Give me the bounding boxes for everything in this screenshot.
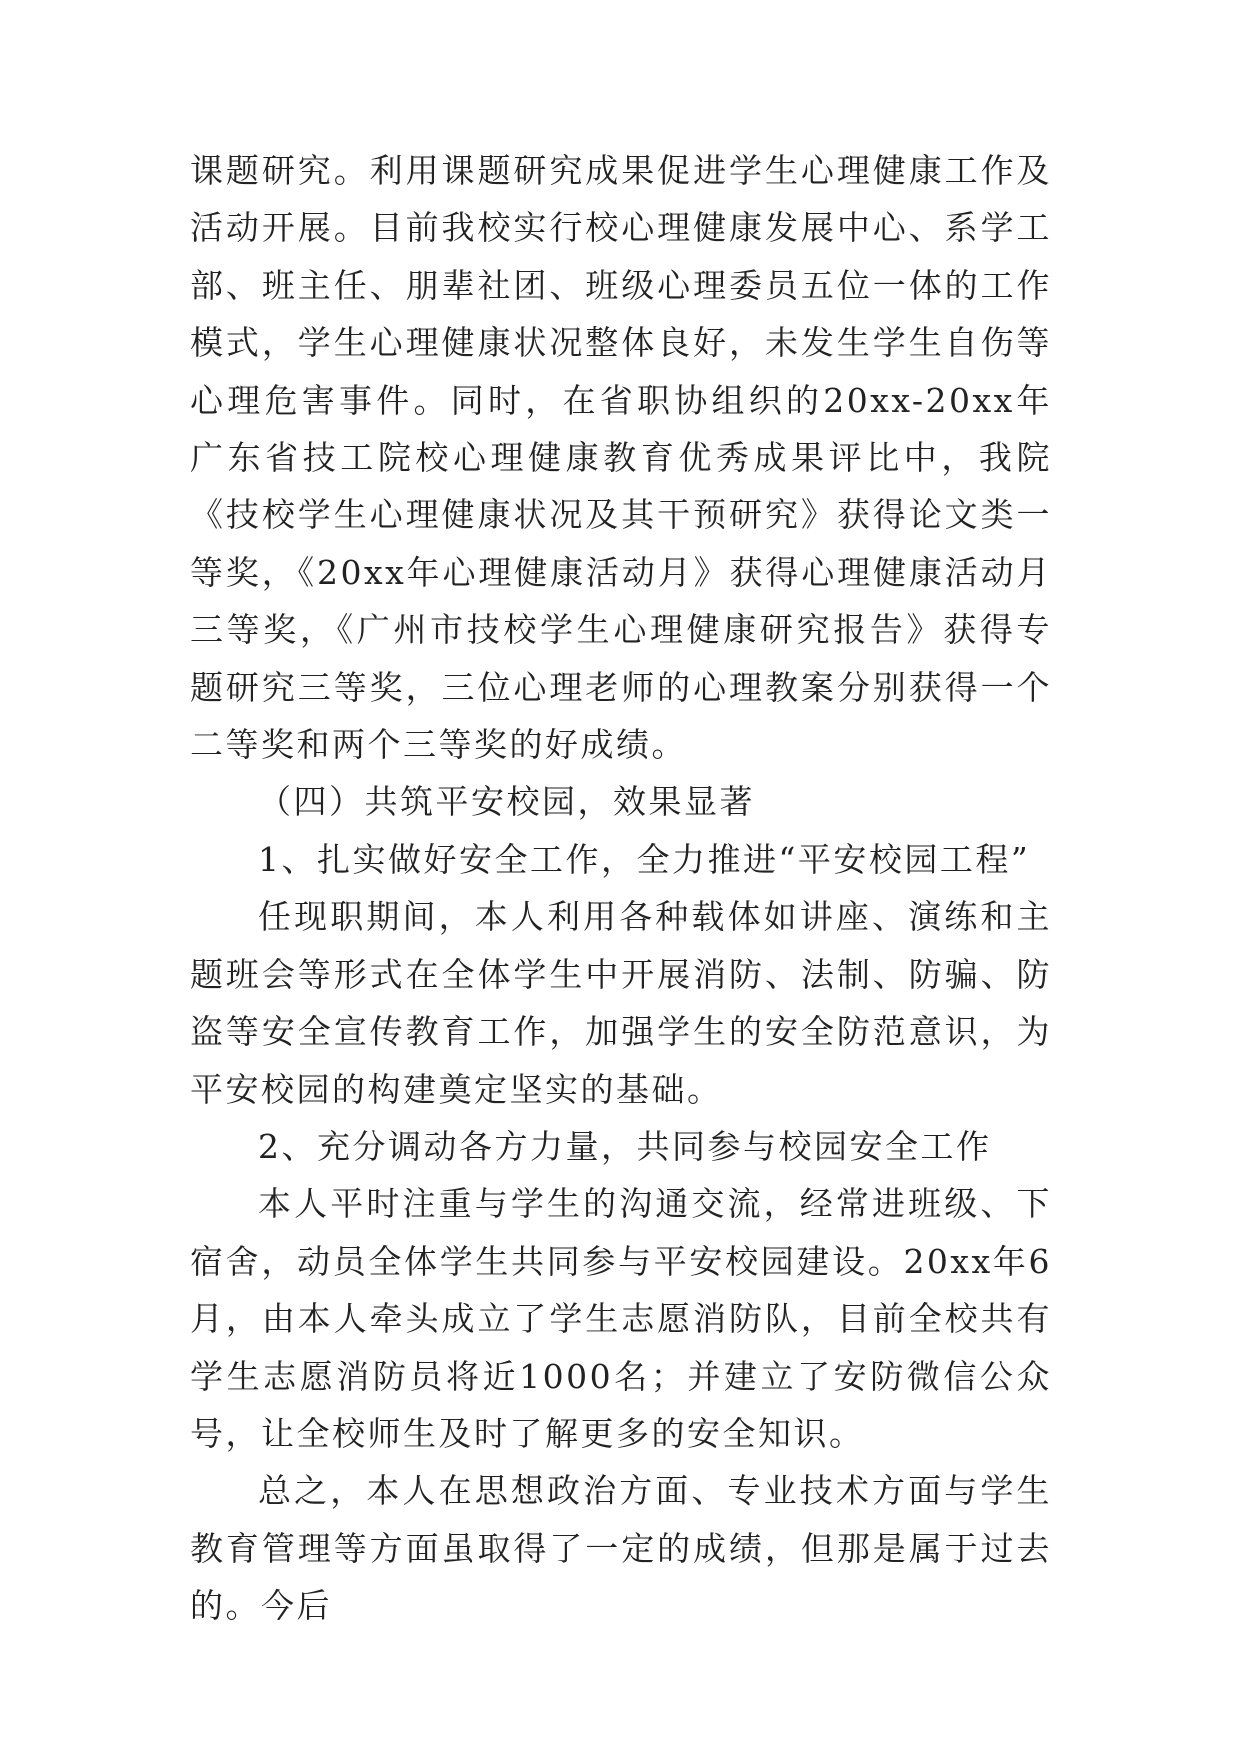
document-body: [190, 142, 1052, 1635]
paragraph-summary: 总之，本人在思想政治方面、专业技术方面与学生教育管理等方面虽取得了一定的成绩，但那是属于过去的。今后: [190, 1471, 1052, 1626]
paragraph-psychology-research: 课题研究。利用课题研究成果促进学生心理健康工作及活动开展。目前我校实行校心理健康发展中心、系学工部、班主任、朋辈社团、班级心理委员五位一体的工作模式，学生心理健康状况整体良好，未发生学生自伤等心理危害事件。同时，在省职协组织的20xx-20xx年广东省技工院校心理健康教育优秀成果评比中，我院《技校学生心理健康状况及其干预研究》获得论文类一等奖，《20xx年心理健康活动月》获得心理健康活动月三等奖，《广州市技校学生心理健康研究报告》获得专题研究三等奖，三位心理老师的心理教案分别获得一个二等奖和两个三等奖的好成绩。: [190, 151, 1052, 765]
section-heading-safe-campus: （四）共筑平安校园，效果显著: [258, 782, 755, 822]
paragraph-safety-education: 任现职期间，本人利用各种载体如讲座、演练和主题班会等形式在全体学生中开展消防、法制、防骗、防盗等安全宣传教育工作，加强学生的安全防范意识，为平安校园的构建奠定坚实的基础。: [190, 897, 1052, 1109]
subheading-safety-work: 1、扎实做好安全工作，全力推进“平安校园工程”: [258, 839, 1031, 879]
subheading-mobilize-forces: 2、充分调动各方力量，共同参与校园安全工作: [258, 1126, 992, 1166]
paragraph-volunteer-firefighters: 本人平时注重与学生的沟通交流，经常进班级、下宿舍，动员全体学生共同参与平安校园建设。20xx年6月，由本人牵头成立了学生志愿消防队，目前全校共有学生志愿消防员将近1000名；并建立了安防微信公众号，让全校师生及时了解更多的安全知识。: [190, 1184, 1052, 1453]
